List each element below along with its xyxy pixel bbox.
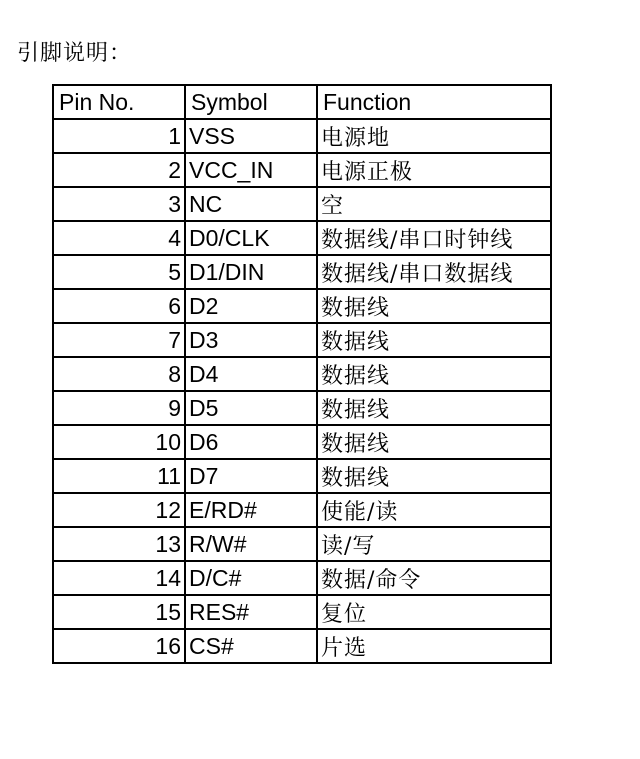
pin-table — [52, 84, 552, 664]
table-row — [53, 289, 551, 323]
symbol-cell: R/W# — [185, 527, 317, 561]
function-cell: 数据线 — [317, 323, 551, 357]
function-cell: 数据/命令 — [317, 561, 551, 595]
symbol-cell: D0/CLK — [185, 221, 317, 255]
table-row — [53, 527, 551, 561]
pin-number-cell: 1 — [53, 119, 185, 153]
pin-number-cell: 9 — [53, 391, 185, 425]
pin-number-cell: 10 — [53, 425, 185, 459]
table-row — [53, 187, 551, 221]
table-row — [53, 255, 551, 289]
pin-number-cell: 13 — [53, 527, 185, 561]
symbol-cell: CS# — [185, 629, 317, 663]
function-cell: 空 — [317, 187, 551, 221]
pin-number-cell: 4 — [53, 221, 185, 255]
symbol-cell: VSS — [185, 119, 317, 153]
function-cell: 电源地 — [317, 119, 551, 153]
symbol-cell: RES# — [185, 595, 317, 629]
pin-number-cell: 7 — [53, 323, 185, 357]
table-row — [53, 119, 551, 153]
pin-number-cell: 12 — [53, 493, 185, 527]
table-body — [53, 119, 551, 663]
symbol-cell: D/C# — [185, 561, 317, 595]
header-function: Function — [317, 85, 551, 119]
pin-number-cell: 11 — [53, 459, 185, 493]
table-row — [53, 561, 551, 595]
pin-number-cell: 14 — [53, 561, 185, 595]
function-cell: 数据线/串口数据线 — [317, 255, 551, 289]
function-cell: 电源正极 — [317, 153, 551, 187]
symbol-cell: D5 — [185, 391, 317, 425]
pin-number-cell: 15 — [53, 595, 185, 629]
function-cell: 片选 — [317, 629, 551, 663]
table-row — [53, 595, 551, 629]
table-row — [53, 153, 551, 187]
function-cell: 读/写 — [317, 527, 551, 561]
function-cell: 数据线 — [317, 357, 551, 391]
symbol-cell: D2 — [185, 289, 317, 323]
table-row — [53, 357, 551, 391]
pin-number-cell: 16 — [53, 629, 185, 663]
function-cell: 数据线/串口时钟线 — [317, 221, 551, 255]
symbol-cell: D3 — [185, 323, 317, 357]
function-cell: 数据线 — [317, 289, 551, 323]
table-row — [53, 493, 551, 527]
function-cell: 数据线 — [317, 459, 551, 493]
function-cell: 数据线 — [317, 425, 551, 459]
page-title: 引脚说明： — [17, 41, 133, 66]
pin-number-cell: 6 — [53, 289, 185, 323]
table-row — [53, 221, 551, 255]
function-cell: 数据线 — [317, 391, 551, 425]
pin-number-cell: 8 — [53, 357, 185, 391]
table-row — [53, 323, 551, 357]
symbol-cell: NC — [185, 187, 317, 221]
function-cell: 使能/读 — [317, 493, 551, 527]
symbol-cell: E/RD# — [185, 493, 317, 527]
pin-number-cell: 5 — [53, 255, 185, 289]
symbol-cell: D7 — [185, 459, 317, 493]
function-cell: 复位 — [317, 595, 551, 629]
header-symbol: Symbol — [185, 85, 317, 119]
table-row — [53, 425, 551, 459]
symbol-cell: D6 — [185, 425, 317, 459]
pin-number-cell: 2 — [53, 153, 185, 187]
table-row — [53, 629, 551, 663]
symbol-cell: VCC_IN — [185, 153, 317, 187]
header-pin-no: Pin No. — [53, 85, 185, 119]
symbol-cell: D1/DIN — [185, 255, 317, 289]
pin-number-cell: 3 — [53, 187, 185, 221]
table-row — [53, 459, 551, 493]
symbol-cell: D4 — [185, 357, 317, 391]
table-row — [53, 391, 551, 425]
table-header-row — [53, 85, 551, 119]
